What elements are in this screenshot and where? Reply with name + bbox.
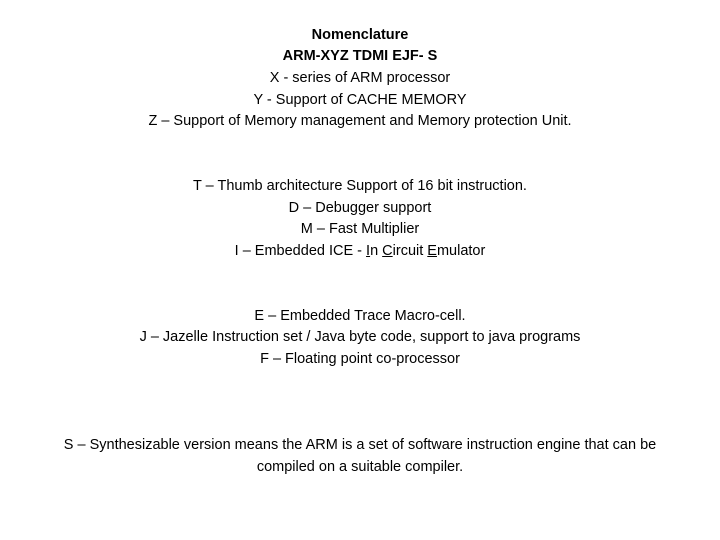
j-jazelle-line: J – Jazelle Instruction set / Java byte code, support to java programs (139, 329, 581, 345)
ice-prefix: I – Embedded ICE - (234, 243, 367, 259)
in-rest: n (370, 243, 383, 259)
i-ice-line (0, 241, 720, 262)
subtitle: ARM-XYZ TDMI EJF- S (282, 48, 438, 64)
emulator-rest: mulator (436, 243, 486, 259)
f-floating-line: F – Floating point co-processor (260, 351, 460, 367)
circuit-initial: C (382, 243, 393, 259)
m-multiplier-line: M – Fast Multiplier (300, 221, 420, 237)
circuit-rest: ircuit (392, 243, 428, 259)
s-synthesizable-paragraph: S – Synthesizable version means the ARM is a set of software instruction engine that can be compiled on a suitable compiler. (63, 437, 657, 475)
z-memory-line: Z – Support of Memory management and Memory protection Unit. (148, 113, 572, 129)
e-trace-line: E – Embedded Trace Macro-cell. (254, 308, 466, 324)
x-series-line: X - series of ARM processor (269, 70, 451, 86)
title: Nomenclature (311, 27, 409, 43)
d-debugger-line: D – Debugger support (288, 200, 432, 216)
y-cache-line: Y - Support of CACHE MEMORY (253, 92, 467, 108)
in-initial: I (366, 243, 371, 259)
emulator-initial: E (427, 243, 437, 259)
t-thumb-line: T – Thumb architecture Support of 16 bit instruction. (193, 178, 527, 194)
